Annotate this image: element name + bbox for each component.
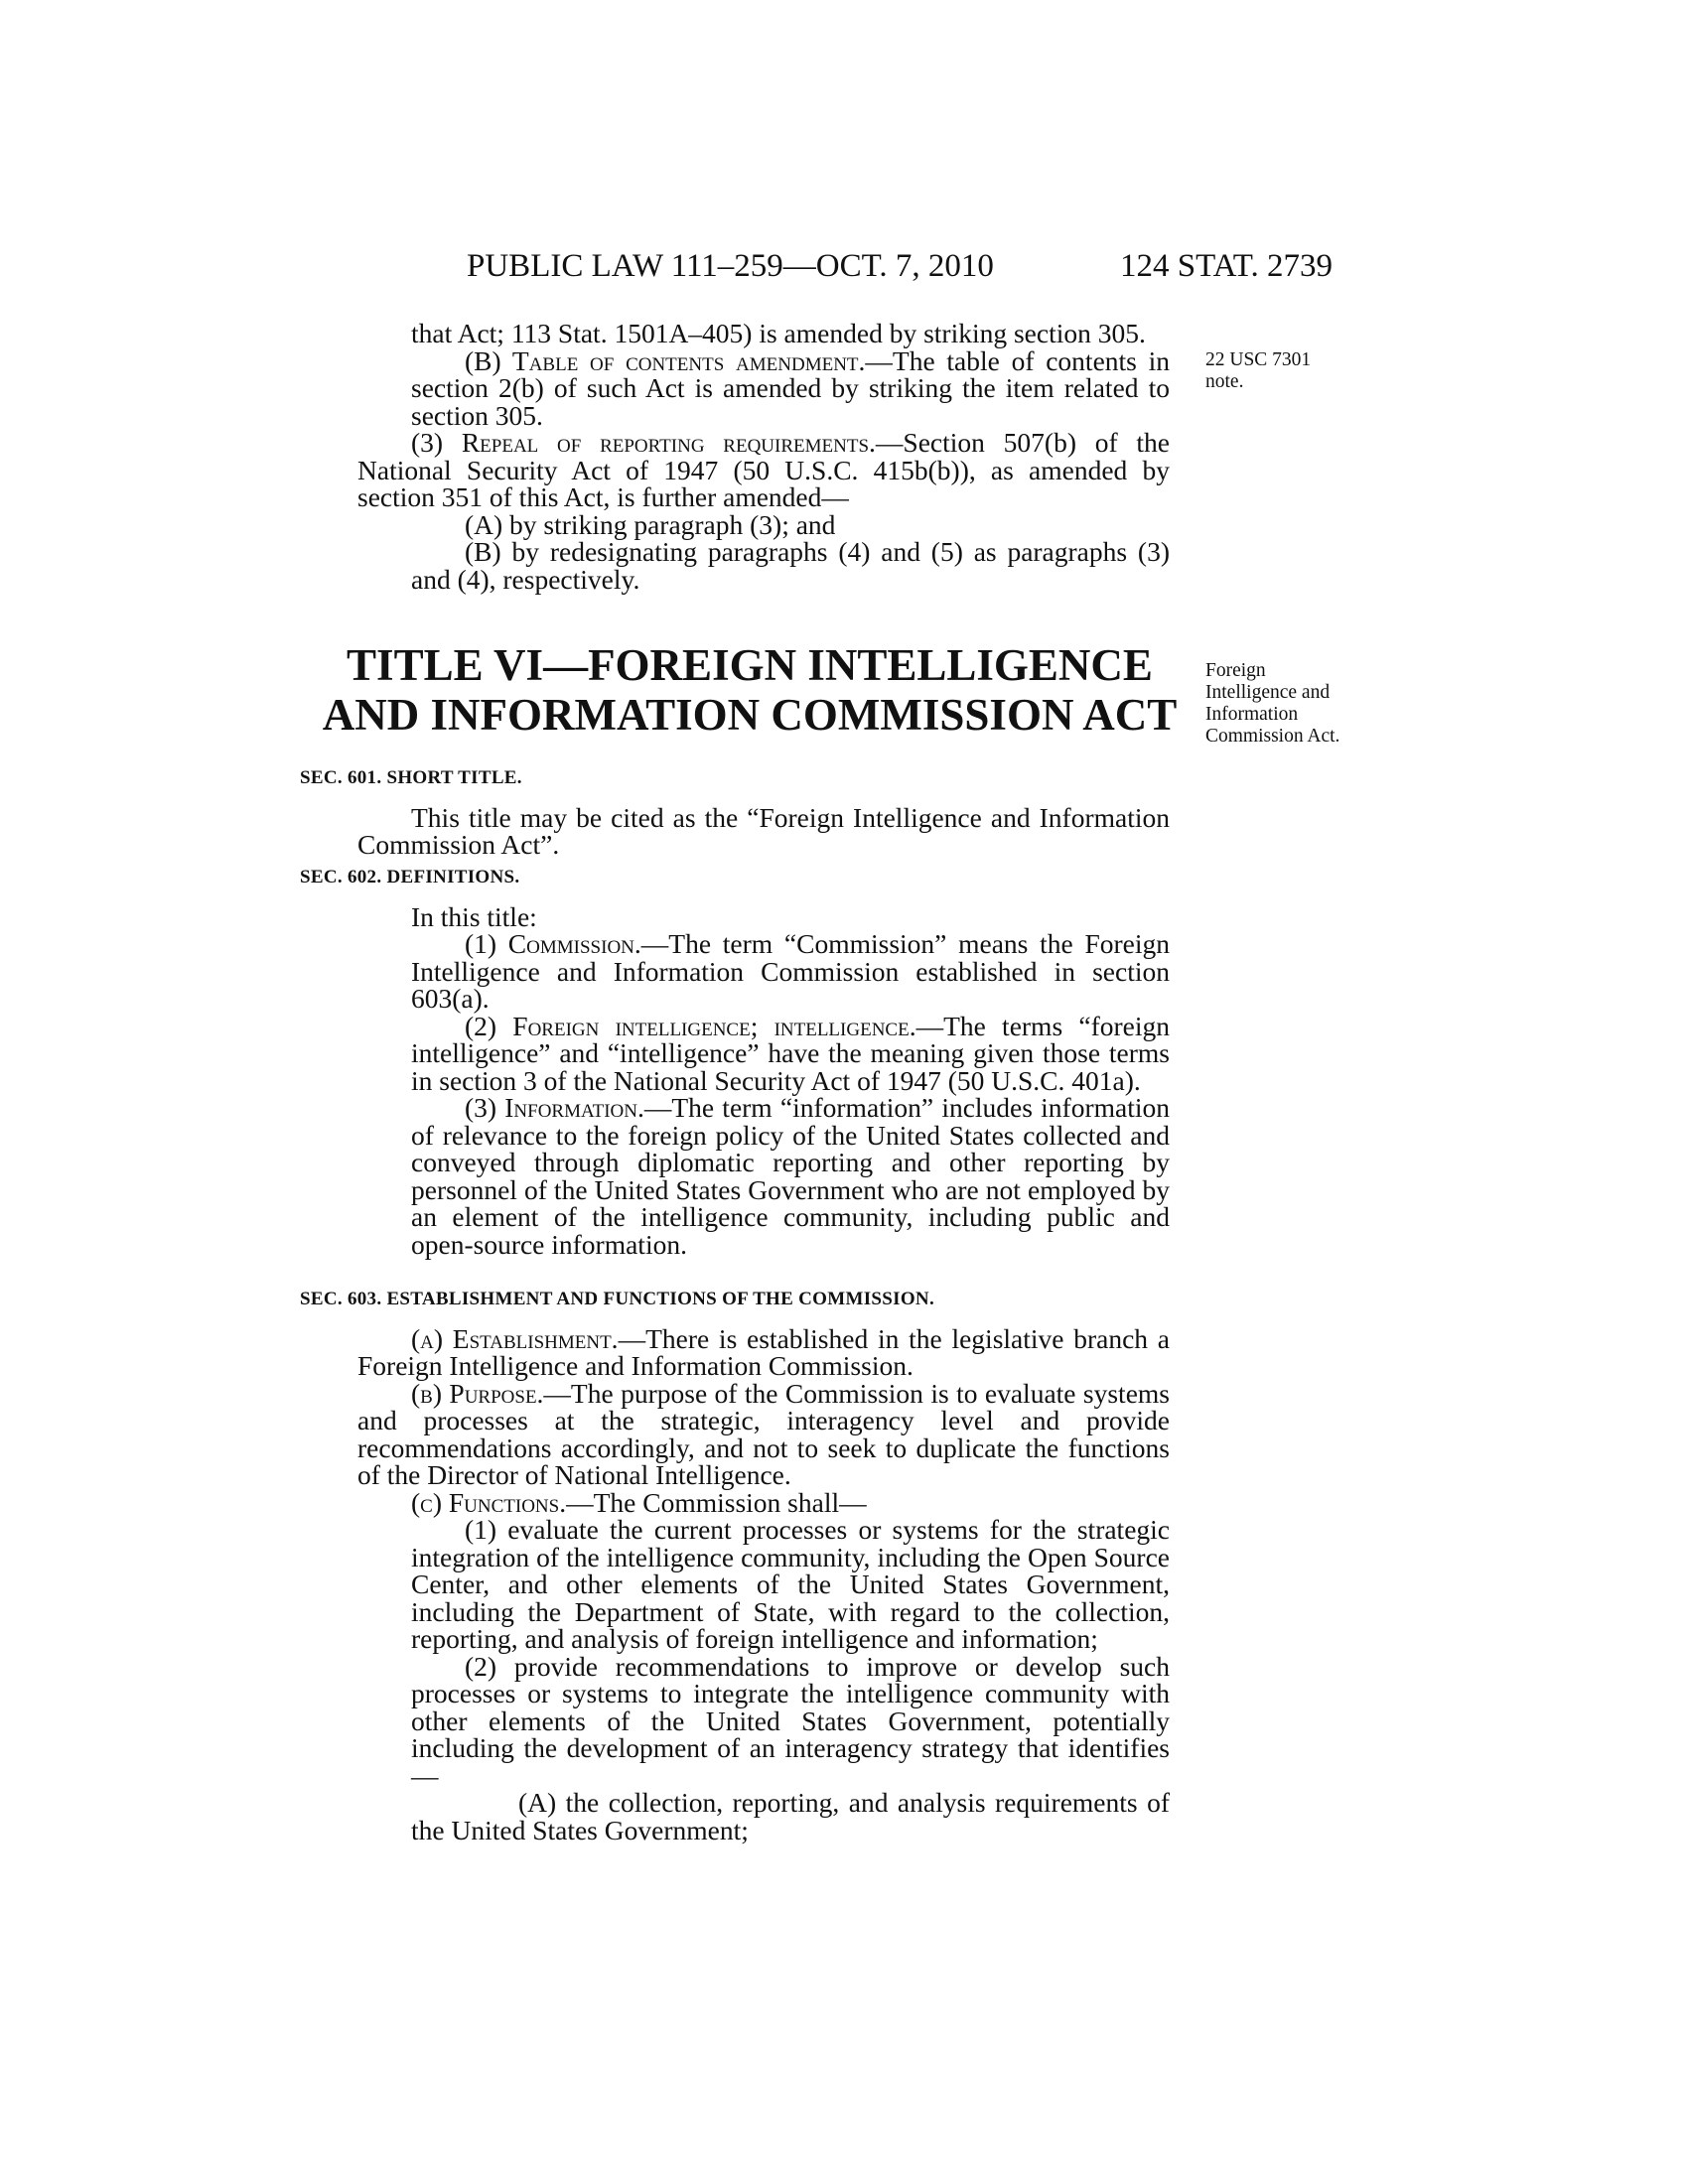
paragraph-b-redesignating: (B) by redesignating paragraphs (4) and (5) as paragraphs (3) and (4), respectively. (411, 536, 1170, 595)
section-601 (300, 764, 1170, 860)
margin-note-line: Intelligence and (1205, 682, 1331, 703)
section-603 (300, 1286, 1170, 1845)
margin-note-short-title (1205, 660, 1339, 748)
title-line-2: AND INFORMATION COMMISSION ACT (322, 690, 1178, 740)
paragraph-b: (b) Purpose.—The purpose of the Commission is to evaluate systems and processes at the strategic, interagency level and provide recommendations accordingly, and not to seek to duplicate the functions of the Director of National Intelligence. (357, 1377, 1170, 1490)
function-1: (1) evaluate the current processes or systems for the strategic integration of the intelligence community, including the Open Source Center, and other elements of the United States Government, including the Department of State, with regard to the collection, reporting, and analysis of foreign intelligence and information; (411, 1514, 1170, 1654)
paragraph-3-repeal: (3) Repeal of reporting requirements.—Section 507(b) of the National Security Act of 1947 (50 U.S.C. 415b(b)), as amended by section 351 of this Act, is further amended— (357, 427, 1171, 512)
definition-3: (3) Information.—The term “information” includes information of relevance to the foreign policy of the United States collected and conveyed through diplomatic reporting and other reporting by personnel of the United States Government who are not employed by an element of the intelligence community, including public and open-source information. (411, 1092, 1170, 1260)
running-header-left: PUBLIC LAW 111–259—OCT. 7, 2010 (467, 248, 994, 284)
function-2-a: (A) the collection, reporting, and analysis requirements of the United States Government; (411, 1787, 1170, 1845)
margin-note-line: Commission Act. (1205, 726, 1340, 747)
margin-note-usc (1205, 349, 1311, 393)
margin-note-line: Information (1205, 704, 1299, 725)
definition-1: (1) Commission.—The term “Commission” means the Foreign Intelligence and Information Commission established in section 603(a). (411, 928, 1170, 1014)
section-602 (300, 864, 1170, 1260)
continuation-block (357, 320, 1170, 593)
paragraph: In this title: (411, 900, 537, 932)
margin-note-line: note. (1205, 371, 1244, 392)
function-2: (2) provide recommendations to improve or develop such processes or systems to integrate the intelligence community with other elements of the United States Government, potentially including the development of an interagency strategy that identifies— (411, 1650, 1170, 1791)
paragraph-a-striking: (A) by striking paragraph (3); and (465, 508, 836, 540)
paragraph-c: (c) Functions.—The Commission shall— (411, 1486, 867, 1518)
running-header-right: 124 STAT. 2739 (1120, 248, 1334, 284)
definition-2: (2) Foreign intelligence; intelligence.—The terms “foreign intelligence” and “intelligence” have the meaning given those terms in section 3 of the National Security Act of 1947 (50 U.S.C. 401a). (411, 1010, 1170, 1096)
paragraph: This title may be cited as the “Foreign Intelligence and Information Commission Act”. (357, 801, 1170, 860)
margin-note-line: Foreign (1205, 660, 1266, 681)
title-heading (298, 640, 1201, 740)
title-line-1: TITLE VI—FOREIGN INTELLIGENCE (347, 640, 1153, 690)
paragraph-b-toc: (B) Table of contents amendment.—The table of contents in section 2(b) of such Act is amended by striking the item related to section 305. (411, 344, 1170, 431)
section-heading: SEC. 602. DEFINITIONS. (300, 867, 520, 887)
paragraph: that Act; 113 Stat. 1501A–405) is amended by striking section 305. (411, 318, 1146, 348)
margin-note-line: 22 USC 7301 (1205, 349, 1312, 370)
paragraph-a: (a) Establishment.—There is established in the legislative branch a Foreign Intelligence and Information Commission. (357, 1322, 1170, 1381)
section-heading: SEC. 603. ESTABLISHMENT AND FUNCTIONS OF THE COMMISSION. (300, 1289, 934, 1309)
section-heading: SEC. 601. SHORT TITLE. (300, 767, 522, 788)
